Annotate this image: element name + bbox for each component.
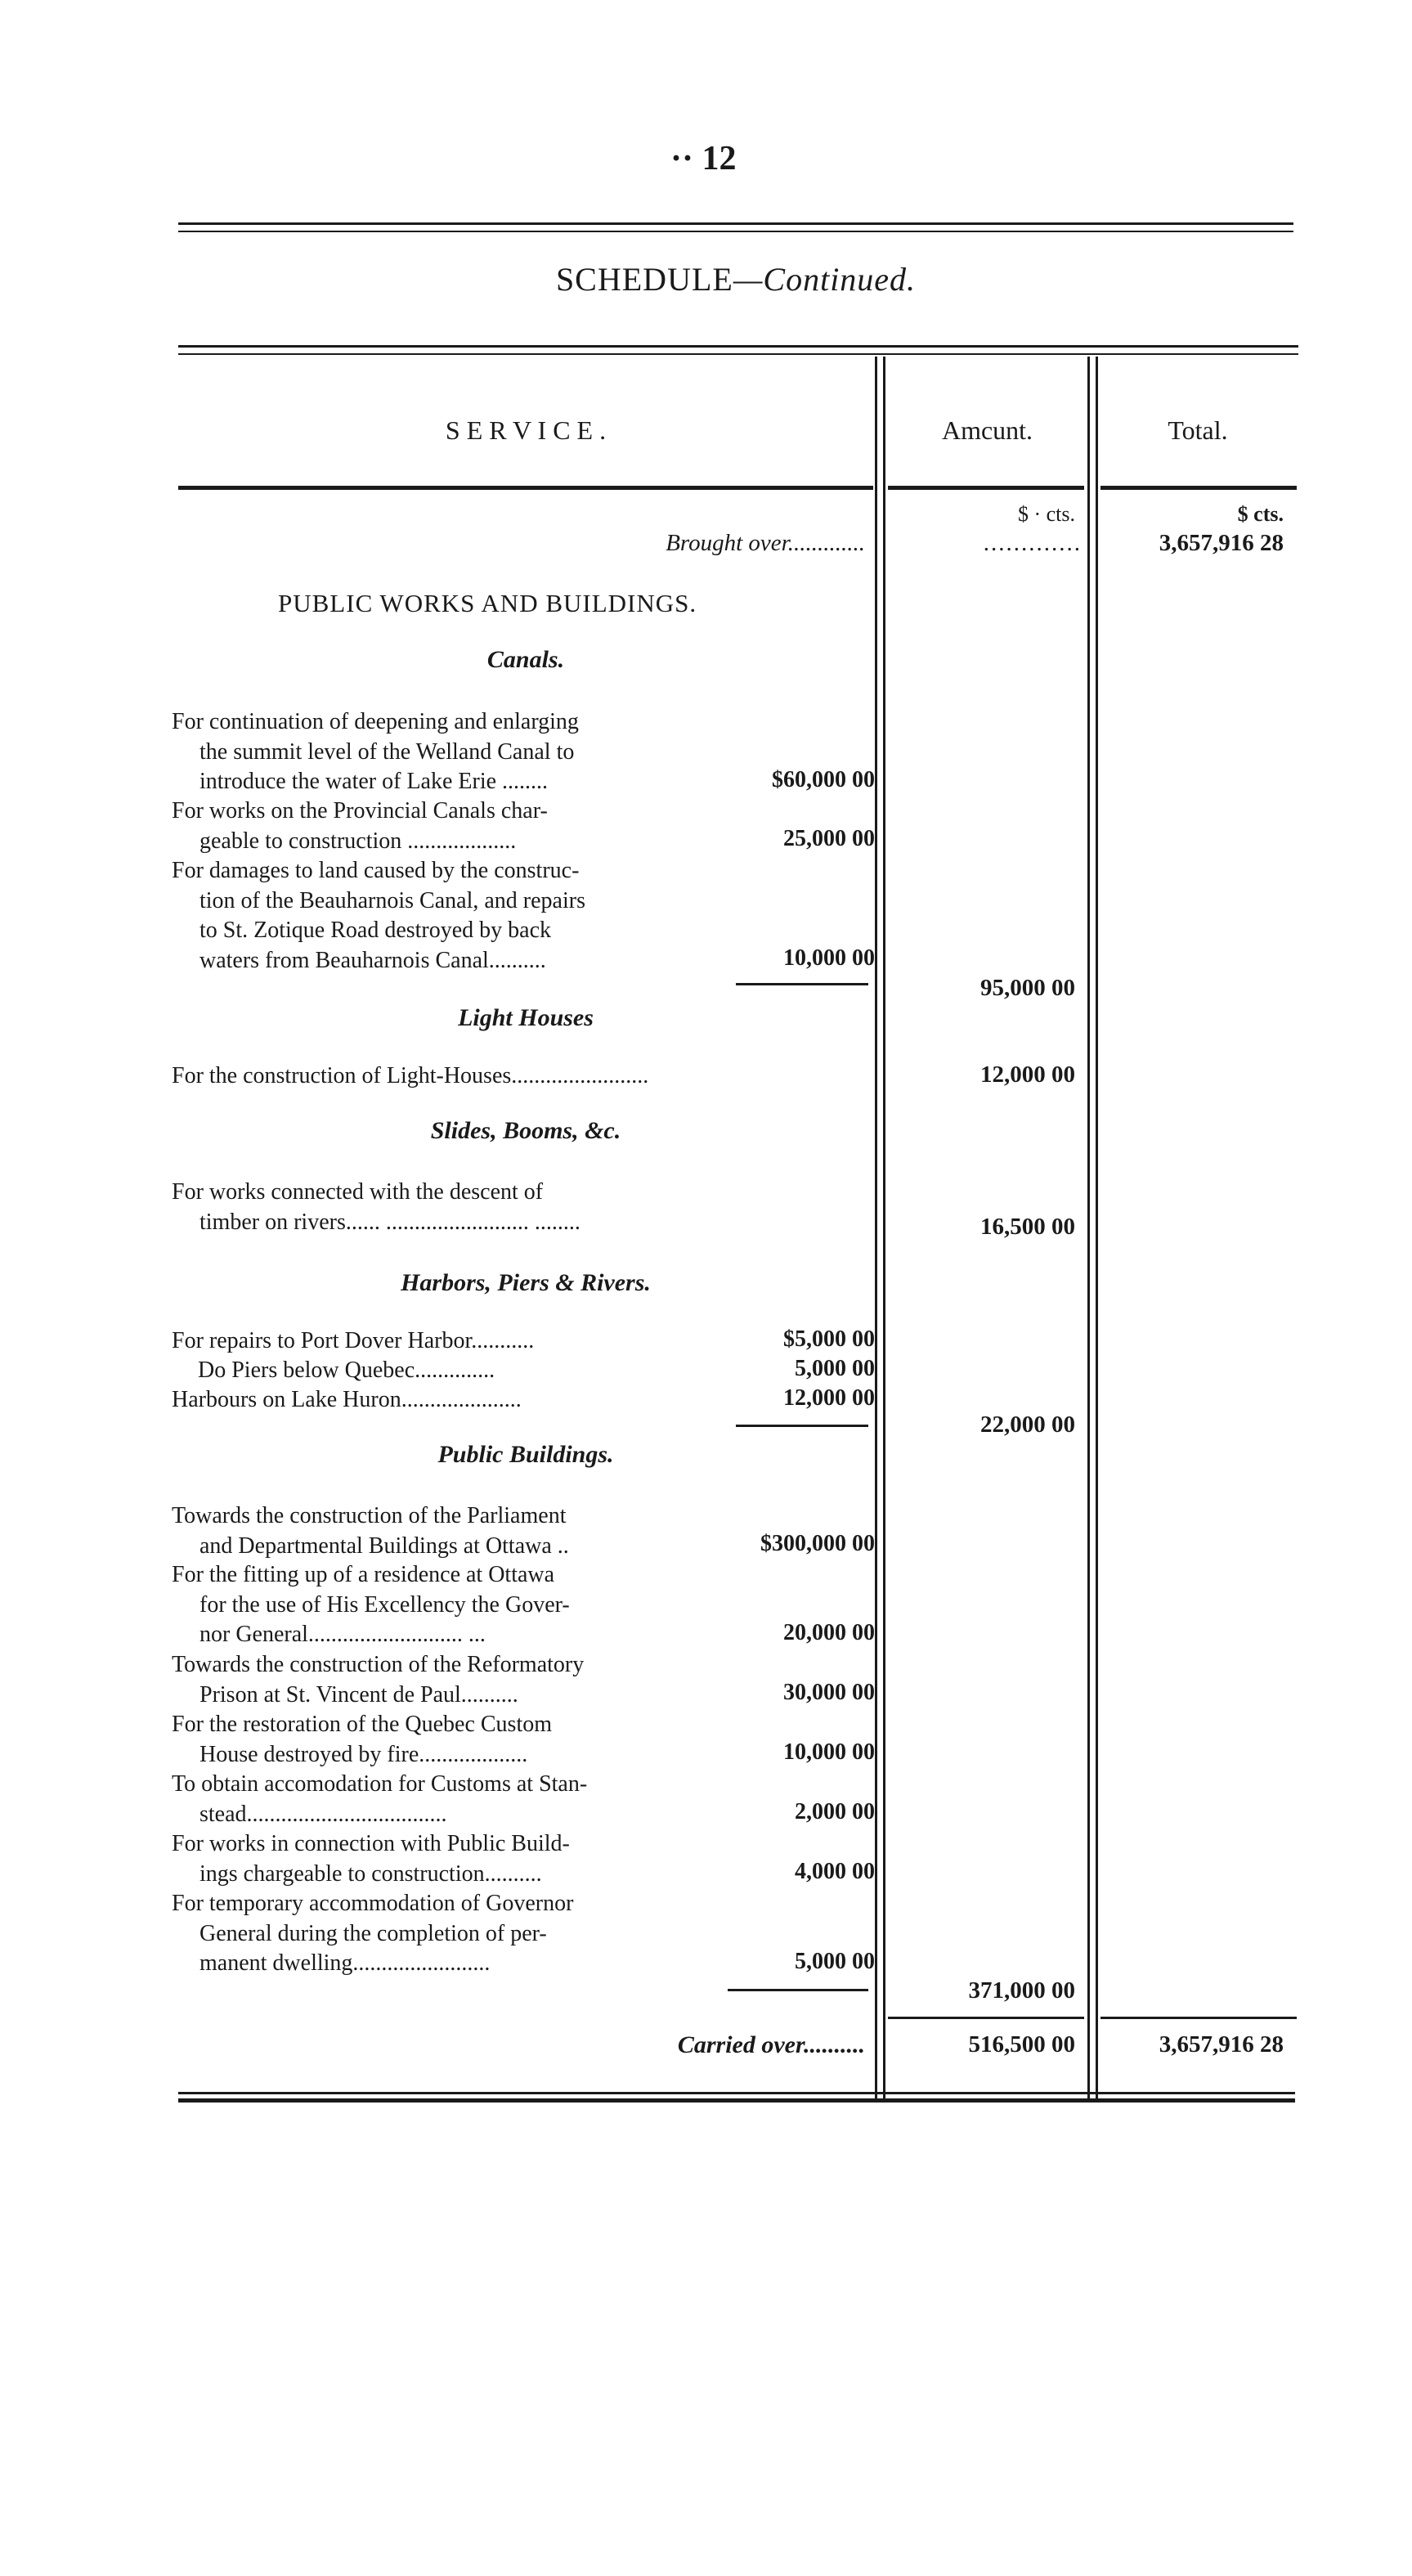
amount-column-divider-2 [883,357,885,2098]
pb-item-4-line-1: For the restoration of the Quebec Custom [172,1712,553,1737]
header-rule-top-2 [178,353,1298,355]
canals-item-3-line-4: waters from Beauharnois Canal.......... [199,947,546,973]
bottom-rule-2 [178,2098,1295,2103]
carried-over-total: 3,657,916 28 [1159,2031,1284,2058]
harbors-item-3: Harbours on Lake Huron..................... [172,1387,522,1412]
brought-over-label: Brought over............. [666,530,865,556]
harbors-sum-rule [736,1425,868,1427]
harbors-item-3-value: 12,000 00 [783,1385,875,1411]
canals-item-3-line-2: tion of the Beauharnois Canal, and repairs [199,887,585,913]
canals-item-2-line-1: For works on the Provincial Canals char- [172,798,548,824]
total-header-rule [1100,486,1297,490]
harbors-item-1: For repairs to Port Dover Harbor........... [172,1328,535,1353]
pb-item-3-line-2: Prison at St. Vincent de Paul.......... [199,1681,518,1708]
canals-item-2-value: 25,000 00 [783,826,875,851]
slides-heading: Slides, Booms, &c. [430,1117,621,1144]
harbors-item-2: Do Piers below Quebec.............. [198,1358,495,1383]
canals-item-2 [172,797,548,856]
pb-item-2-line-3: nor General........................... ... [199,1622,486,1647]
pb-item-4-value: 10,000 00 [783,1739,875,1765]
harbors-heading: Harbors, Piers & Rivers. [401,1269,651,1296]
schedule-title: SCHEDULE—Continued. [555,261,917,298]
light-houses-heading: Light Houses [458,1004,594,1031]
pb-item-2-value: 20,000 00 [783,1620,875,1645]
pb-item-5-line-2: stead................................... [199,1801,447,1827]
canals-item-1-value: $60,000 00 [772,767,875,792]
total-column-divider [1087,357,1090,2098]
canals-item-3-line-1: For damages to land caused by the construc- [172,858,580,883]
canals-subtotal: 95,000 00 [980,975,1075,1001]
pb-sum-rule [728,1989,868,1991]
total-units: $ cts. [1237,502,1284,526]
total-carried-rule [1100,2017,1297,2019]
pb-item-6-line-1: For works in connection with Public Build- [172,1831,570,1856]
pb-item-3-value: 30,000 00 [783,1680,875,1705]
amount-units: $ · cts. [1017,502,1075,526]
pb-item-7-line-2: General during the completion of per- [199,1920,547,1946]
pb-item-7-line-3: manent dwelling........................ [199,1950,491,1976]
pb-item-1 [172,1501,569,1561]
service-column-header: S E R V I C E . [445,415,607,445]
canals-item-3 [172,856,585,976]
pb-item-2-line-1: For the fitting up of a residence at Ottawa [172,1562,555,1587]
header-rule-top [178,345,1298,348]
total-column-header: Total. [1168,415,1228,445]
pb-item-5-line-1: To obtain accomodation for Customs at Stan- [172,1771,588,1797]
slides-subtotal: 16,500 00 [980,1214,1075,1240]
canals-sum-rule [736,983,868,985]
pb-item-6-line-2: ings chargeable to construction.......... [199,1860,542,1887]
canals-item-1 [172,707,579,797]
pb-item-1-line-1: Towards the construction of the Parliament [172,1503,567,1528]
pb-item-6 [172,1829,570,1889]
pb-item-7 [172,1889,573,1979]
carried-over-amount: 516,500 00 [968,2031,1075,2058]
harbors-subtotal: 22,000 00 [980,1411,1075,1438]
pb-item-6-value: 4,000 00 [795,1859,875,1884]
canals-item-2-line-2: geable to construction ................... [199,828,517,854]
slides-item-line-2: timber on rivers...... ......................... ........ [199,1209,580,1235]
pb-item-7-value: 5,000 00 [795,1949,875,1974]
public-buildings-heading: Public Buildings. [437,1441,614,1468]
canals-item-3-value: 10,000 00 [783,945,875,971]
amount-header-rule [888,486,1084,490]
bottom-rule [178,2092,1295,2094]
amount-carried-rule [888,2017,1084,2019]
public-buildings-subtotal: 371,000 00 [968,1977,1075,2004]
top-rule-2 [178,231,1293,232]
pb-item-1-value: $300,000 00 [760,1531,875,1556]
pb-item-2-line-2: for the use of His Excellency the Gover- [199,1591,570,1618]
harbors-item-2-value: 5,000 00 [795,1356,875,1381]
service-header-rule [178,486,873,490]
slides-item [172,1178,580,1237]
canals-item-1-line-2: the summit level of the Welland Canal to [199,738,575,765]
pb-item-1-line-2: and Departmental Buildings at Ottawa .. [199,1533,569,1559]
total-column-divider-2 [1096,357,1098,2098]
carried-over-label: Carried over.......... [677,2031,865,2058]
light-houses-subtotal: 12,000 00 [980,1061,1075,1088]
canals-item-1-line-3: introduce the water of Lake Erie ........ [199,769,549,794]
amount-column-divider [875,357,877,2098]
canals-item-1-line-1: For continuation of deepening and enlarging [172,709,579,734]
pb-item-4-line-2: House destroyed by fire................... [199,1741,528,1767]
top-rule [178,222,1293,225]
brought-over-total: 3,657,916 28 [1159,530,1284,556]
pb-item-4 [172,1710,552,1770]
pb-item-7-line-1: For temporary accommodation of Governor [172,1891,574,1916]
pb-item-3 [172,1650,584,1710]
light-houses-item: For the construction of Light-Houses........................ [172,1063,649,1088]
pb-item-3-line-1: Towards the construction of the Reformatory [172,1652,585,1677]
pb-item-5-value: 2,000 00 [795,1799,875,1824]
harbors-item-1-value: $5,000 00 [783,1326,875,1352]
pb-item-2 [172,1560,570,1650]
amount-column-header: Amcunt. [941,415,1033,445]
page-number: ·· 12 [670,140,737,177]
canals-item-3-line-3: to St. Zotique Road destroyed by back [199,918,552,943]
slides-item-line-1: For works connected with the descent of [172,1179,544,1205]
brought-over-leader: ............. [983,530,1082,556]
canals-heading: Canals. [486,646,565,673]
section-heading: PUBLIC WORKS AND BUILDINGS. [278,589,697,617]
pb-item-5 [172,1770,587,1829]
